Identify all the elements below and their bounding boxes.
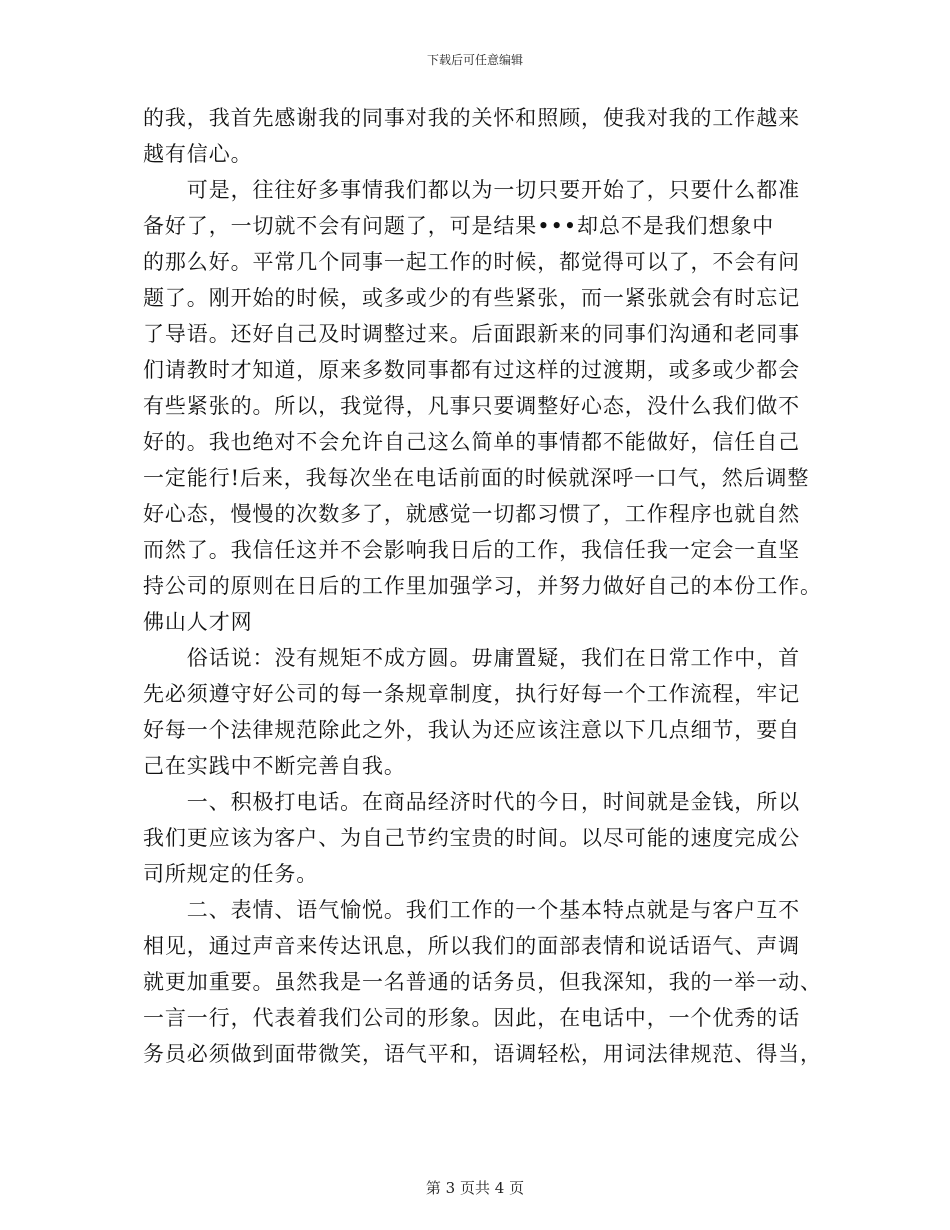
- text-line: 而然了。我信任这并不会影响我日后的工作，我信任我一定会一直坚: [143, 538, 800, 562]
- text-line: 一言一行，代表着我们公司的形象。因此，在电话中，一个优秀的话: [143, 1006, 800, 1030]
- text-line: 越有信心。: [143, 142, 253, 166]
- text-line: 俗话说：没有规矩不成方圆。毋庸置疑，我们在日常工作中，首: [143, 646, 800, 670]
- text-line: 持公司的原则在日后的工作里加强学习，并努力做好自己的本份工作。: [143, 574, 822, 598]
- text-line: 司所规定的任务。: [143, 862, 319, 886]
- text-line: 我们更应该为客户、为自己节约宝贵的时间。以尽可能的速度完成公: [143, 826, 800, 850]
- text-line: 相见，通过声音来传达讯息，所以我们的面部表情和说话语气、声调: [143, 934, 800, 958]
- text-line: 有些紧张的。所以，我觉得，凡事只要调整好心态，没什么我们做不: [143, 394, 800, 418]
- text-line: 一、积极打电话。在商品经济时代的今日，时间就是金钱，所以: [143, 790, 800, 814]
- text-line: 二、表情、语气愉悦。我们工作的一个基本特点就是与客户互不: [143, 898, 800, 922]
- text-line: 们请教时才知道，原来多数同事都有过这样的过渡期，或多或少都会: [143, 358, 800, 382]
- text-line: 务员必须做到面带微笑，语气平和，语调轻松，用词法律规范、得当，: [143, 1042, 822, 1066]
- page-footer: 第 3 页共 4 页: [425, 1179, 525, 1197]
- text-line: 的我，我首先感谢我的同事对我的关怀和照顾，使我对我的工作越来: [143, 106, 800, 130]
- text-line: 了导语。还好自己及时调整过来。后面跟新来的同事们沟通和老同事: [143, 322, 800, 346]
- text-line: 可是，往往好多事情我们都以为一切只要开始了，只要什么都准: [143, 178, 800, 202]
- text-line: 好心态，慢慢的次数多了，就感觉一切都习惯了，工作程序也就自然: [143, 502, 800, 526]
- text-line: 一定能行!后来，我每次坐在电话前面的时候就深呼一口气，然后调整: [143, 466, 810, 490]
- text-line: 先必须遵守好公司的每一条规章制度，执行好每一个工作流程，牢记: [143, 682, 800, 706]
- text-line: 题了。刚开始的时候，或多或少的有些紧张，而一紧张就会有时忘记: [143, 286, 800, 310]
- document-body: [143, 100, 822, 1072]
- text-line: 好每一个法律规范除此之外，我认为还应该注意以下几点细节，要自: [143, 718, 800, 742]
- text-line: 佛山人才网: [143, 610, 253, 634]
- text-line: 就更加重要。虽然我是一名普通的话务员，但我深知，我的一举一动、: [143, 970, 822, 994]
- text-line: 的那么好。平常几个同事一起工作的时候，都觉得可以了，不会有问: [143, 250, 800, 274]
- page-header: 下载后可任意编辑: [426, 53, 523, 67]
- text-line: 备好了，一切就不会有问题了，可是结果•••却总不是我们想象中: [143, 214, 775, 238]
- text-line: 己在实践中不断完善自我。: [143, 754, 406, 778]
- text-line: 好的。我也绝对不会允许自己这么简单的事情都不能做好，信任自己: [143, 430, 800, 454]
